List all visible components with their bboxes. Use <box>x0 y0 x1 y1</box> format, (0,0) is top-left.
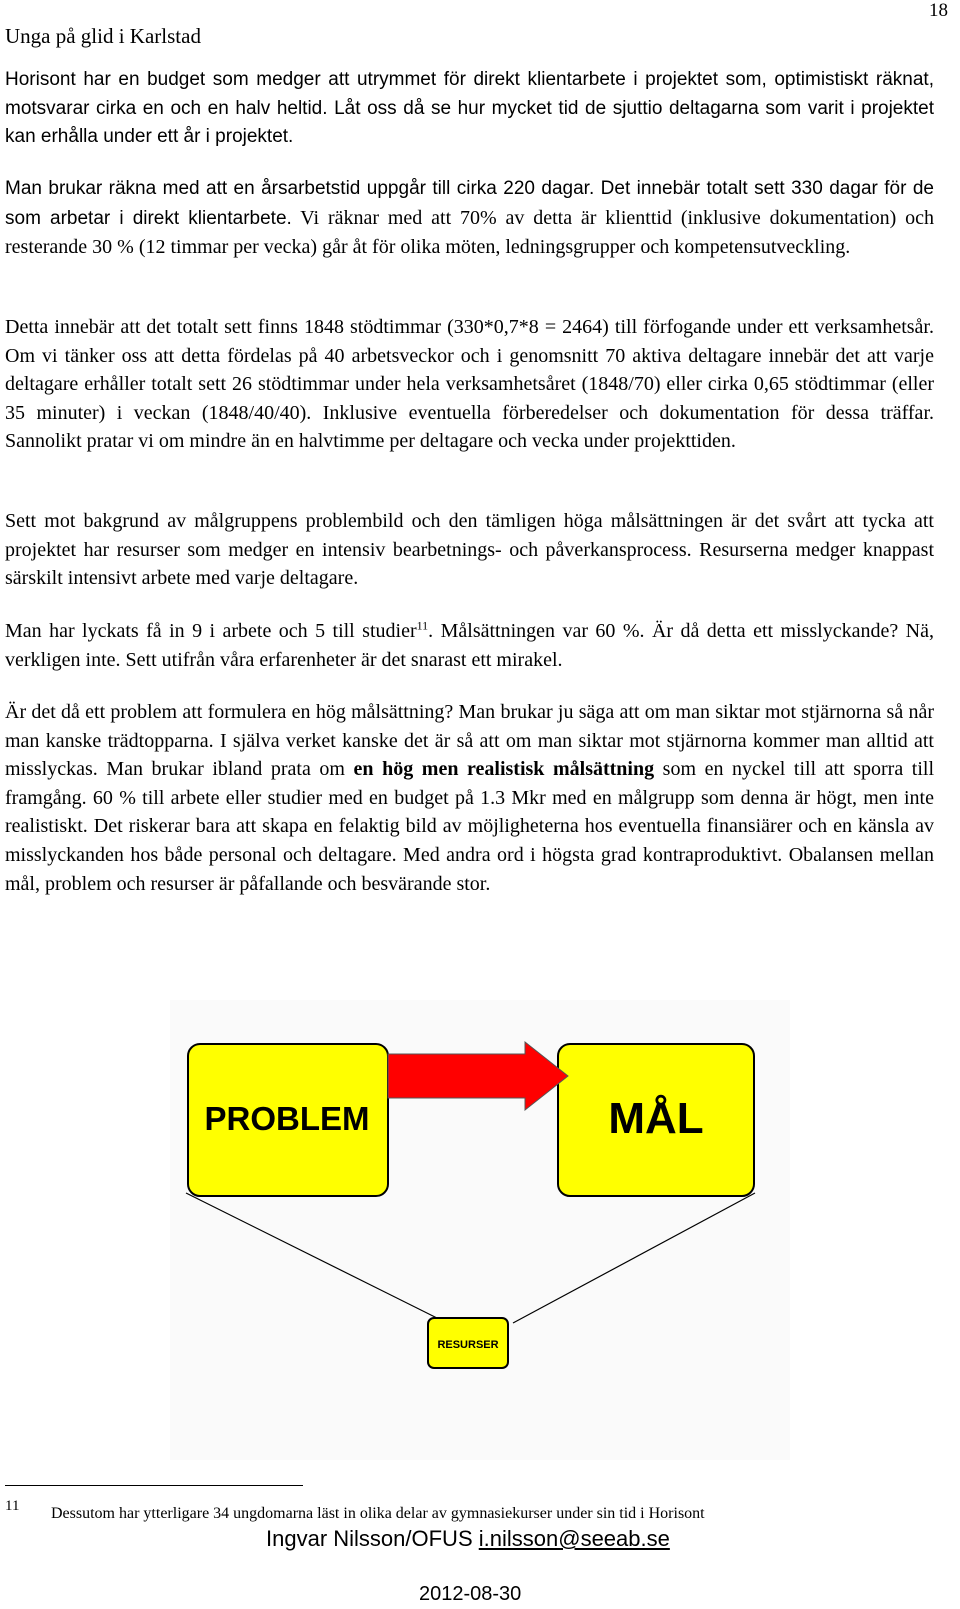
paragraph-budget: Horisont har en budget som medger att utrymmet för direkt klientarbete i projektet som, optimistiskt räknat, motsvarar cirka en och en halv heltid. Låt oss då se hur mycket tid de sjuttio deltagarna som varit i projektet kan erhålla under ett år i projektet. <box>5 69 934 148</box>
footnote-text: Dessutom har ytterligare 34 ungdomarna läst in olika delar av gymnasiekurser under sin tid i Horisont <box>51 1505 705 1522</box>
problem-label: PROBLEM <box>204 1100 370 1137</box>
footnote-number: 11 <box>5 1498 20 1514</box>
results-text-b: . Målsättningen var 60 %. Är då detta ett misslyckande? Nä, verkligen inte. Sett utifrån våra erfarenheter är det snarast ett mirakel. <box>5 620 934 671</box>
goal-to-resources-line <box>513 1193 755 1323</box>
paragraph-support-hours: Detta innebär att det totalt sett finns 1848 stödtimmar (330*0,7*8 = 2464) till förfogande under ett verksamhetsår. Om vi tänker oss att detta fördelas på 40 arbetsveckor och i genomsnitt 70 aktiva deltagare innebär det att varje deltagare erhåller totalt sett 26 stödtimmar under hela verksamhetsåret (1848/70) eller cirka 0,65 stödtimmar (eller 35 minuter) i veckan (1848/40/40). Inklusive eventuella förberedelser och dokumentation för dessa träffar. Sannolikt pratar vi om mindre än en halvtimme per deltagare och vecka under projekttiden. <box>5 316 934 453</box>
results-text-a: Man har lyckats få in 9 i arbete och 5 till studier <box>5 620 417 642</box>
paragraph-working-time-serif: Vi räknar med att 70% av detta är klienttid (inklusive dokumentation) och resterande 30 % (12 timmar per vecka) går åt för olika möten, ledningsgrupper och kompetensutveckling. <box>5 206 935 259</box>
problem-goal-diagram <box>170 1000 790 1460</box>
goal-text-a: Är det då ett problem att formulera en hög målsättning? Man brukar ju säga att om man siktar mot stjärnorna så når man kanske trädtopparna. I själva verket kanske det är så att om man siktar mot stjärnorna kommer man alltid att misslyckas. Man brukar ibland prata om <box>5 701 934 781</box>
footer-date: 2012-08-30 <box>419 1583 522 1605</box>
page-number: 18 <box>929 0 948 21</box>
goal-text-bold: en hög men realistisk målsättning <box>353 758 655 781</box>
goal-label: MÅL <box>608 1094 704 1143</box>
problem-to-resources-line <box>186 1193 447 1323</box>
arrow-right-icon <box>388 1042 568 1110</box>
paragraph-working-time-sans: Man brukar räkna med att en årsarbetstid uppgår till cirka 220 dagar. Det innebär totalt sett 330 dagar för de som arbetar i direkt klientarbete. <box>5 178 934 229</box>
resources-label: RESURSER <box>437 1339 499 1351</box>
paragraph-working-time <box>5 174 934 262</box>
goal-text-b: som en nyckel till att sporra till framgång. 60 % till arbete eller studier med en budget på 1.3 Mkr med en målgrupp som denna är högt, men inte realistiskt. Det riskerar bara att skapa en felaktig bild av möjligheterna hos eventuella finansiärer och en känsla av misslyckanden hos både personal och deltagare. Med andra ord i högsta grad kontraproduktivt. Obalansen mellan mål, problem och resurser är påfallande och besvärande stor. <box>5 758 934 895</box>
footer-author-line <box>266 1526 670 1552</box>
running-title: Unga på glid i Karlstad <box>5 24 201 48</box>
paragraph-background: Sett mot bakgrund av målgruppens problembild och den tämligen höga målsättningen är det svårt att tycka att projektet har resurser som medger en intensiv bearbetnings- och påverkansprocess. Resurserna medger knappast särskilt intensivt arbete med varje deltagare. <box>5 510 934 590</box>
paragraph-goal-setting <box>5 698 934 898</box>
footer-email-link[interactable]: i.nilsson@seeab.se <box>478 1526 670 1551</box>
footnote-rule <box>5 1485 303 1486</box>
footer-author: Ingvar Nilsson/OFUS <box>266 1526 473 1551</box>
footnote-reference: 11 <box>416 618 429 633</box>
paragraph-results <box>5 617 934 674</box>
